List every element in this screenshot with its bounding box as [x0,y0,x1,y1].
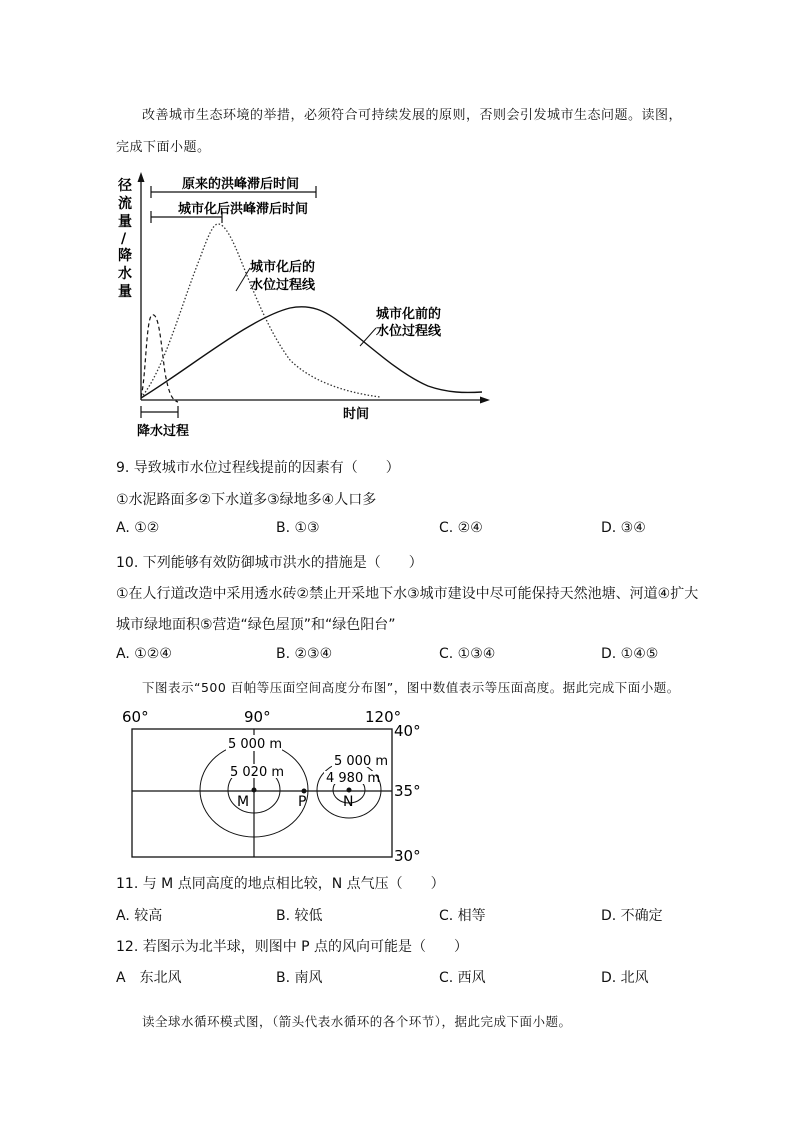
intro1-line1: 改善城市生态环境的举措，必须符合可持续发展的原则，否则会引发城市生态问题。读图， [142,108,683,123]
q11-option-c: C. 相等 [439,908,486,924]
q12-option-c: C. 西风 [439,970,486,986]
urban-lag-label: 城市化后洪峰滞后时间 [178,202,309,217]
q10-option-a: A. ①②④ [116,646,172,662]
point-n-dot [347,788,352,793]
preurban-curve-label-1: 城市化前的 [376,307,442,322]
preurban-curve-label-2: 水位过程线 [376,324,442,339]
m-outer-height: 5 000 m [228,737,283,752]
intro1-line2: 完成下面小题。 [116,140,211,155]
y-axis-char: 量 [118,214,132,230]
q10-option-c: C. ①③④ [439,646,496,662]
q11-option-a: A. 较高 [116,908,163,924]
point-p-dot [302,789,307,794]
q11-option-d: D. 不确定 [601,908,663,924]
urban-curve-leader [236,268,250,291]
q9-option-b: B. ①③ [276,520,320,536]
q9-option-d: D. ③④ [601,520,646,536]
q12-option-a: A 东北风 [116,970,182,986]
lon-120-label: 120° [365,708,402,726]
q12-option-d: D. 北风 [601,970,649,986]
y-axis-char: / [121,231,127,247]
q10-option-b: B. ②③④ [276,646,333,662]
lon-60-label: 60° [122,708,149,726]
lat-40-label: 40° [394,722,421,740]
y-axis-char: 降 [118,248,132,264]
m-inner-height: 5 020 m [230,765,285,780]
urban-hydrograph [141,224,380,398]
urban-curve-label-1: 城市化后的 [250,260,316,275]
q10-option-d: D. ①④⑤ [601,646,659,662]
y-axis-char: 流 [118,196,132,212]
x-axis-arrow [480,397,490,404]
y-axis-arrow [138,172,145,182]
lat-35-label: 35° [394,782,421,800]
q11-stem: 11. 与 M 点同高度的地点相比较，N 点气压（ ） [116,876,445,892]
preurban-curve-leader [360,328,376,346]
isobaric-map-figure [118,705,428,865]
y-axis-char: 径 [118,178,132,194]
lat-30-label: 30° [394,847,421,865]
q10-choices-line1: ①在人行道改造中采用透水砖②禁止开采地下水③城市建设中尽可能保持天然池塘、河道④扩大 [116,586,699,602]
q11-option-b: B. 较低 [276,908,323,924]
y-axis-char: 量 [118,284,132,300]
rain-process-label: 降水过程 [137,424,190,439]
q9-option-c: C. ②④ [439,520,483,536]
n-outer-height: 5 000 m [334,754,389,769]
q9-option-a: A. ①② [116,520,160,536]
intro2: 下图表示“500 百帕等压面空间高度分布图”，图中数值表示等压面高度。据此完成下面小题。 [142,680,680,695]
point-m-label: M [237,794,250,810]
q9-choices: ①水泥路面多②下水道多③绿地多④人口多 [116,492,377,508]
orig-lag-label: 原来的洪峰滞后时间 [182,177,300,192]
q10-stem: 10. 下列能够有效防御城市洪水的措施是（ ） [116,555,423,571]
q12-stem: 12. 若图示为北半球，则图中 P 点的风向可能是（ ） [116,939,469,955]
intro3: 读全球水循环模式图，（箭头代表水循环的各个环节），据此完成下面小题。 [142,1014,572,1029]
q12-option-b: B. 南风 [276,970,323,986]
lon-90-label: 90° [244,708,271,726]
n-inner-height: 4 980 m [326,771,381,786]
point-p-label: P [298,794,307,810]
urban-curve-label-2: 水位过程线 [250,278,316,293]
rainfall-curve [141,315,178,402]
hydrograph-figure [110,168,500,443]
q10-choices-line2: 城市绿地面积⑤营造“绿色屋顶”和“绿色阳台” [116,617,396,633]
y-axis-char: 水 [118,266,132,282]
q9-stem: 9. 导致城市水位过程线提前的因素有（ ） [116,460,400,476]
x-axis-label: 时间 [343,407,370,422]
point-n-label: N [343,794,354,810]
point-m-dot [252,788,257,793]
